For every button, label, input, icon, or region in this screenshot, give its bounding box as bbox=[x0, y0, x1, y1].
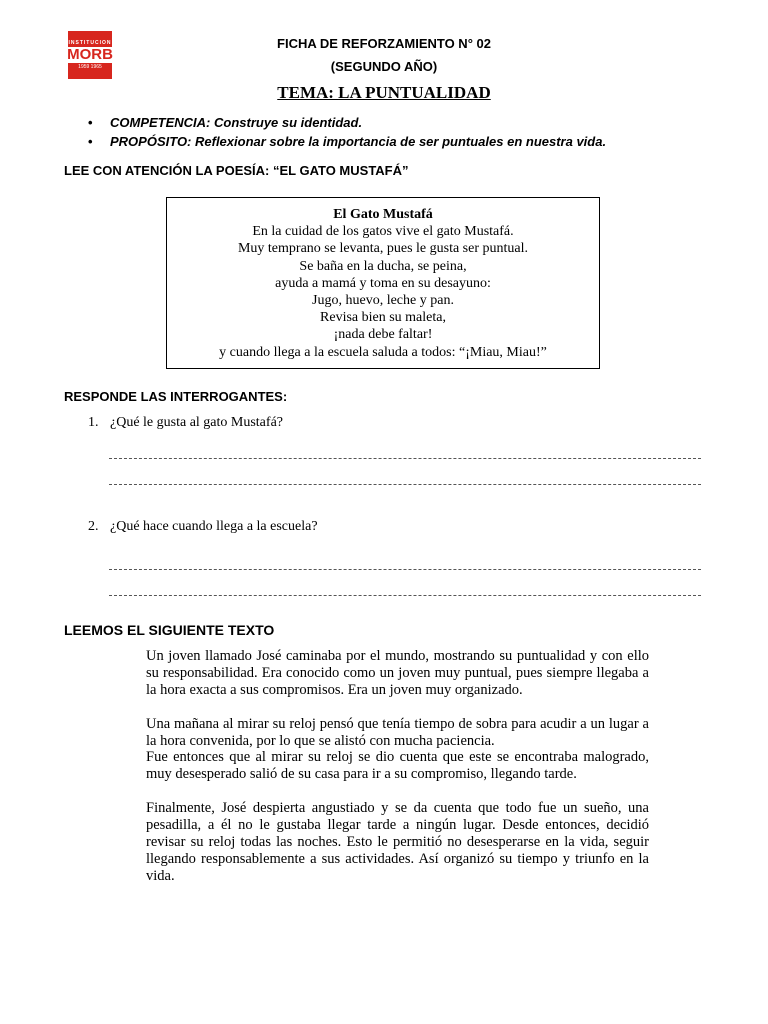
answer-line[interactable] bbox=[109, 458, 701, 459]
logo-main-text: MORB bbox=[67, 46, 113, 63]
answer-line[interactable] bbox=[109, 569, 701, 570]
poem-line: Jugo, huevo, leche y pan. bbox=[312, 293, 454, 309]
answer-line[interactable] bbox=[109, 484, 701, 485]
grade-subtitle: (SEGUNDO AÑO) bbox=[330, 59, 438, 74]
topic-heading: TEMA: LA PUNTUALIDAD bbox=[277, 83, 491, 102]
poem-line: Muy temprano se levanta, pues le gusta ser puntual. bbox=[237, 241, 529, 257]
question-1 bbox=[88, 415, 283, 431]
logo-bottom-text: 1959 1965 bbox=[78, 64, 102, 70]
poem-box bbox=[166, 197, 600, 369]
question-text: ¿Qué hace cuando llega a la escuela? bbox=[110, 519, 318, 534]
question-text: ¿Qué le gusta al gato Mustafá? bbox=[110, 415, 283, 430]
paragraph: Una mañana al mirar su reloj pensó que tenía tiempo de sobra para acudir a un lugar a la hora convenida, por lo que se alistó con mucha paciencia. bbox=[146, 715, 649, 749]
bullet-list bbox=[88, 115, 606, 153]
logo-top-text: INSTITUCION bbox=[68, 40, 112, 46]
poem-line: Se baña en la ducha, se peina, bbox=[299, 258, 467, 274]
reading-text bbox=[146, 648, 649, 902]
paragraph: Finalmente, José despierta angustiado y se da cuenta que todo fue un sueño, una pesadilla, a él no le gustaba llegar tarde a ningún lugar. Desde entonces, decidió revisar su reloj todas las noches. Esto le permitió no desesperarse en la vida, seguir llegando responsablemente a sus actividades. Así organizó su tiempo y triunfo en la vida. bbox=[146, 800, 649, 884]
answer-line[interactable] bbox=[109, 595, 701, 596]
question-number: 2. bbox=[88, 519, 99, 534]
poem-line: En la cuidad de los gatos vive el gato Mustafá. bbox=[252, 224, 514, 240]
poem-line: ayuda a mamá y toma en su desayuno: bbox=[275, 275, 491, 291]
bullet-competencia: • COMPETENCIA: Construye su identidad. bbox=[88, 115, 606, 134]
paragraph: Fue entonces que al mirar su reloj se dio cuenta que este se encontraba malogrado, muy desesperado salió de su casa para ir a su compromiso, llegando tarde. bbox=[146, 749, 649, 783]
poem-line: Revisa bien su maleta, bbox=[320, 310, 446, 326]
questions-heading: RESPONDE LAS INTERROGANTES: bbox=[64, 389, 288, 404]
question-2 bbox=[88, 519, 318, 535]
poem-title: El Gato Mustafá bbox=[333, 207, 433, 222]
worksheet-title: FICHA DE REFORZAMIENTO N° 02 bbox=[277, 36, 491, 51]
paragraph: Un joven llamado José caminaba por el mundo, mostrando su puntualidad y con ello su responsabilidad. Era conocido como un joven muy puntual, pues siempre llegaba a la hora exacta a sus compromisos. Era un joven muy organizado. bbox=[146, 648, 649, 698]
poem-line: y cuando llega a la escuela saluda a todos: “¡Miau, Miau!” bbox=[219, 344, 547, 360]
poem-instruction-heading: LEE CON ATENCIÓN LA POESÍA: “EL GATO MUSTAFÁ” bbox=[64, 163, 409, 178]
bullet-proposito: • PROPÓSITO: Reflexionar sobre la importancia de ser puntuales en nuestra vida. bbox=[88, 134, 606, 153]
poem-line: ¡nada debe faltar! bbox=[333, 327, 433, 343]
reading-heading: LEEMOS EL SIGUIENTE TEXTO bbox=[64, 622, 275, 638]
question-number: 1. bbox=[88, 415, 99, 430]
